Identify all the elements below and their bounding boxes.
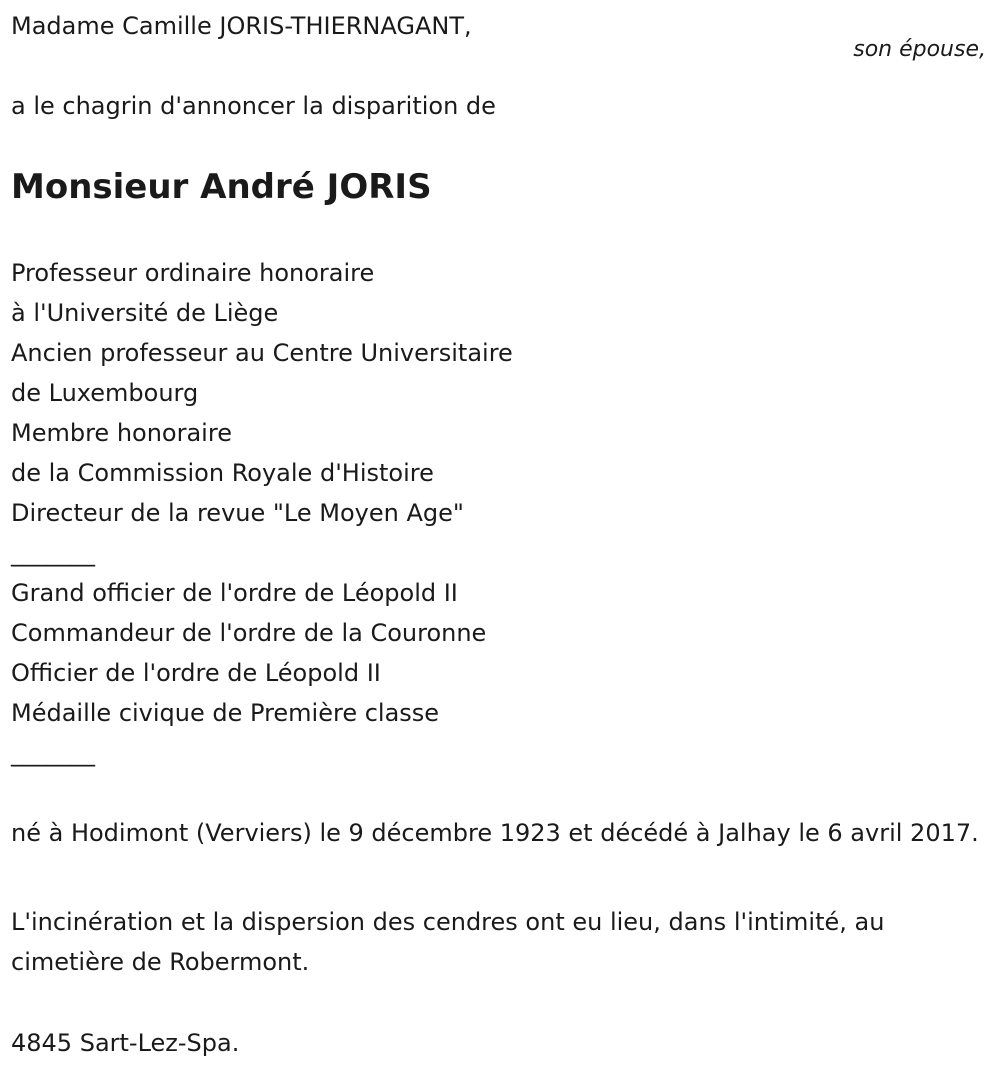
title-line: Ancien professeur au Centre Universitaire (11, 339, 513, 367)
funeral-details: L'incinération et la dispersion des cendres ont eu lieu, dans l'intimité, au cimetière de Robermont. (11, 908, 885, 976)
announcement-intro: a le chagrin d'annoncer la disparition de (11, 92, 496, 120)
titles-list (11, 253, 513, 773)
title-line: Commandeur de l'ordre de la Couronne (11, 619, 487, 647)
spouse-name: Madame Camille JORIS-THIERNAGANT, (11, 12, 472, 40)
title-line: Professeur ordinaire honoraire (11, 259, 375, 287)
spouse-role: son épouse, (853, 37, 986, 62)
separator: _______ (11, 739, 95, 767)
title-line: de Luxembourg (11, 379, 199, 407)
separator: _______ (11, 539, 95, 567)
title-line: de la Commission Royale d'Histoire (11, 459, 434, 487)
title-line: Médaille civique de Première classe (11, 699, 440, 727)
address: 4845 Sart-Lez-Spa. (11, 1029, 240, 1057)
title-line: Officier de l'ordre de Léopold II (11, 659, 381, 687)
birth-death-details: né à Hodimont (Verviers) le 9 décembre 1923 et décédé à Jalhay le 6 avril 2017. (11, 819, 979, 847)
title-line: Directeur de la revue "Le Moyen Age" (11, 499, 464, 527)
title-line: à l'Université de Liège (11, 299, 279, 327)
deceased-name: Monsieur André JORIS (11, 167, 432, 207)
title-line: Membre honoraire (11, 419, 232, 447)
title-line: Grand officier de l'ordre de Léopold II (11, 579, 458, 607)
